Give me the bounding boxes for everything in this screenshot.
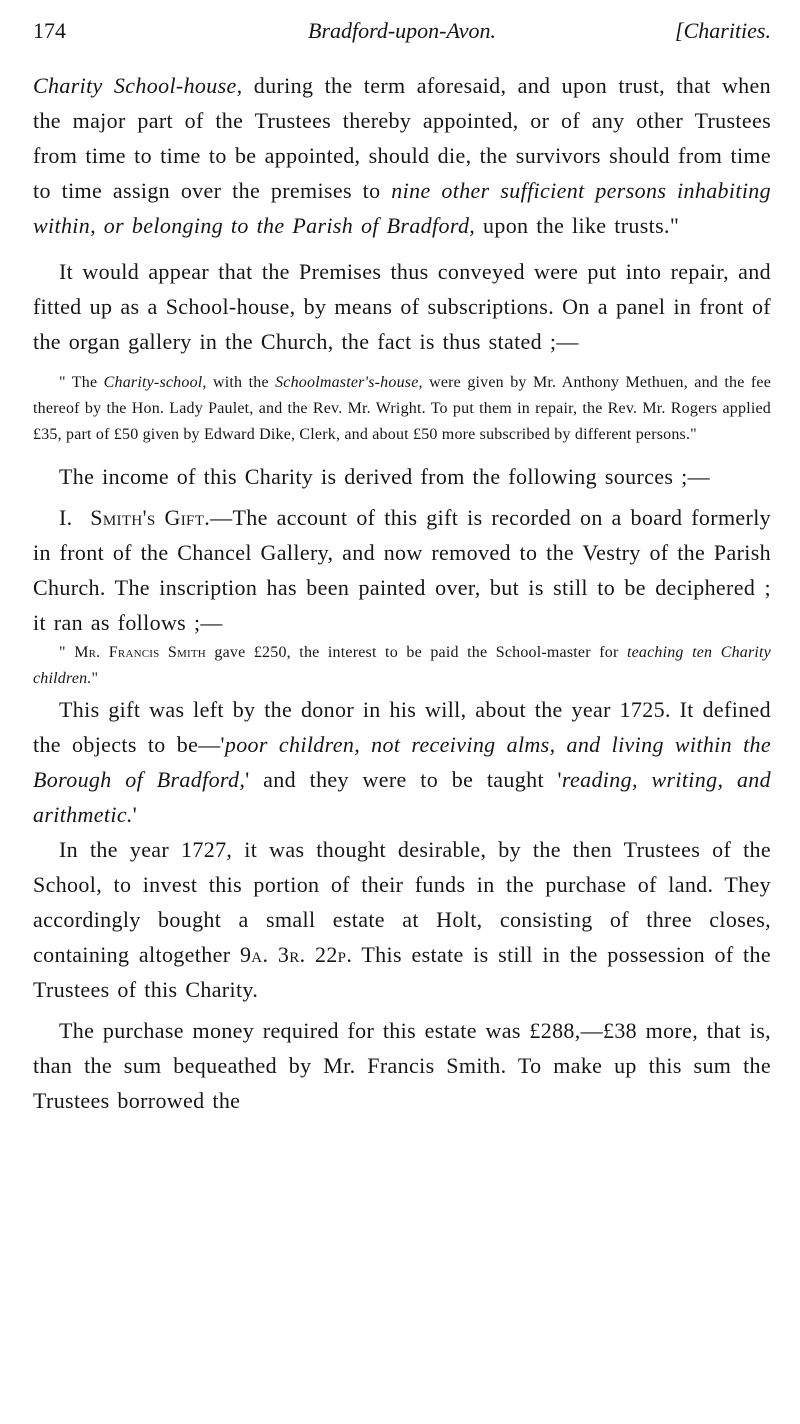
text-run: In the year 1727, it was thought desirable, by the then Trustees of the School, to invest this portion of their funds in the purchase of land. They accordingly bought a small estate at Holt, consisting of three closes, containing altogether	[33, 837, 771, 967]
text-run: "	[91, 670, 99, 687]
text-run: " The	[59, 374, 104, 391]
spacer	[33, 359, 771, 370]
section-numeral: I.	[59, 505, 73, 530]
paragraph: It would appear that the Premises thus conveyed were put into repair, and fitted up as a School-house, by means of subscriptions. On a panel in front of the organ gallery in the Church, the fact is thus stated ;—	[33, 259, 771, 354]
quote-name: " Mr. Francis Smith	[59, 644, 206, 661]
paragraph-continued	[33, 68, 771, 243]
spacer	[33, 243, 771, 254]
text-run: with the	[206, 374, 276, 391]
page-body	[33, 68, 771, 1118]
text-run: —The account of this gift is recorded on a board formerly in front of the Chancel Gallery, and now removed to the Vestry of the Parish Church. The inscription has been painted over, but is still to be deciphered ; it ran as follows ;—	[33, 505, 772, 635]
text-run: '	[132, 802, 138, 827]
text-run: were given by Mr. Anthony Methuen, and the fee thereof by the Hon. Lady Paulet, and the Rev. Mr. Wright. To put them in repair, the Rev. Mr. Rogers applied £35, part of £50 given by Edward Dike, Clerk, and about £50 more subscribed by different persons."	[33, 374, 771, 443]
spacer	[33, 448, 771, 459]
paragraph-smiths-gift	[33, 500, 771, 640]
area-measure: 9a. 3r. 22p.	[239, 942, 353, 967]
italic-phrase: Charity-school,	[103, 374, 207, 391]
italic-phrase: Schoolmaster's-house,	[275, 374, 423, 391]
italic-phrase: teaching ten Charity children.	[33, 644, 771, 687]
page-header	[33, 14, 771, 48]
section-heading: Smith's Gift.	[90, 505, 211, 530]
paragraph: The purchase money required for this estate was £288,—£38 more, that is, than the sum bequeathed by Mr. Francis Smith. To make up this sum the Trustees borrowed the	[33, 1018, 771, 1113]
text-run: during the term aforesaid, and upon trust, that when the major part of the Trustees thereby appointed, or of any other Trustees from time to time to be appointed, should die, the survivors should from time to time assign over the premises to	[33, 73, 771, 203]
text-run: gave £250, the interest to be paid the School-master for	[205, 644, 627, 661]
paragraph	[33, 692, 771, 832]
section-label: [Charities.	[675, 18, 771, 43]
block-quote	[33, 640, 771, 692]
page-number: 174	[33, 18, 66, 43]
italic-phrase: poor children, not receiving alms, and living within the Borough of Bradford,	[33, 732, 771, 792]
italic-phrase: nine other sufficient persons inhabiting within, or belonging to the Parish of Bradford,	[33, 178, 771, 238]
italic-phrase: reading, writing, and arithmetic.	[33, 767, 772, 827]
italic-phrase: Charity School-house,	[33, 73, 243, 98]
text-run: This estate is still in the possession of the Trustees of this Charity.	[33, 942, 771, 1002]
block-quote	[33, 370, 771, 448]
paragraph	[33, 832, 771, 1007]
running-title: Bradford-upon-Avon.	[308, 18, 496, 43]
text-run: upon the like trusts."	[475, 213, 680, 238]
paragraph: The income of this Charity is derived from the following sources ;—	[59, 464, 710, 489]
text-run: ' and they were to be taught '	[245, 767, 562, 792]
text-run: This gift was left by the donor in his will, about the year 1725. It defined the objects to be—'	[33, 697, 771, 757]
